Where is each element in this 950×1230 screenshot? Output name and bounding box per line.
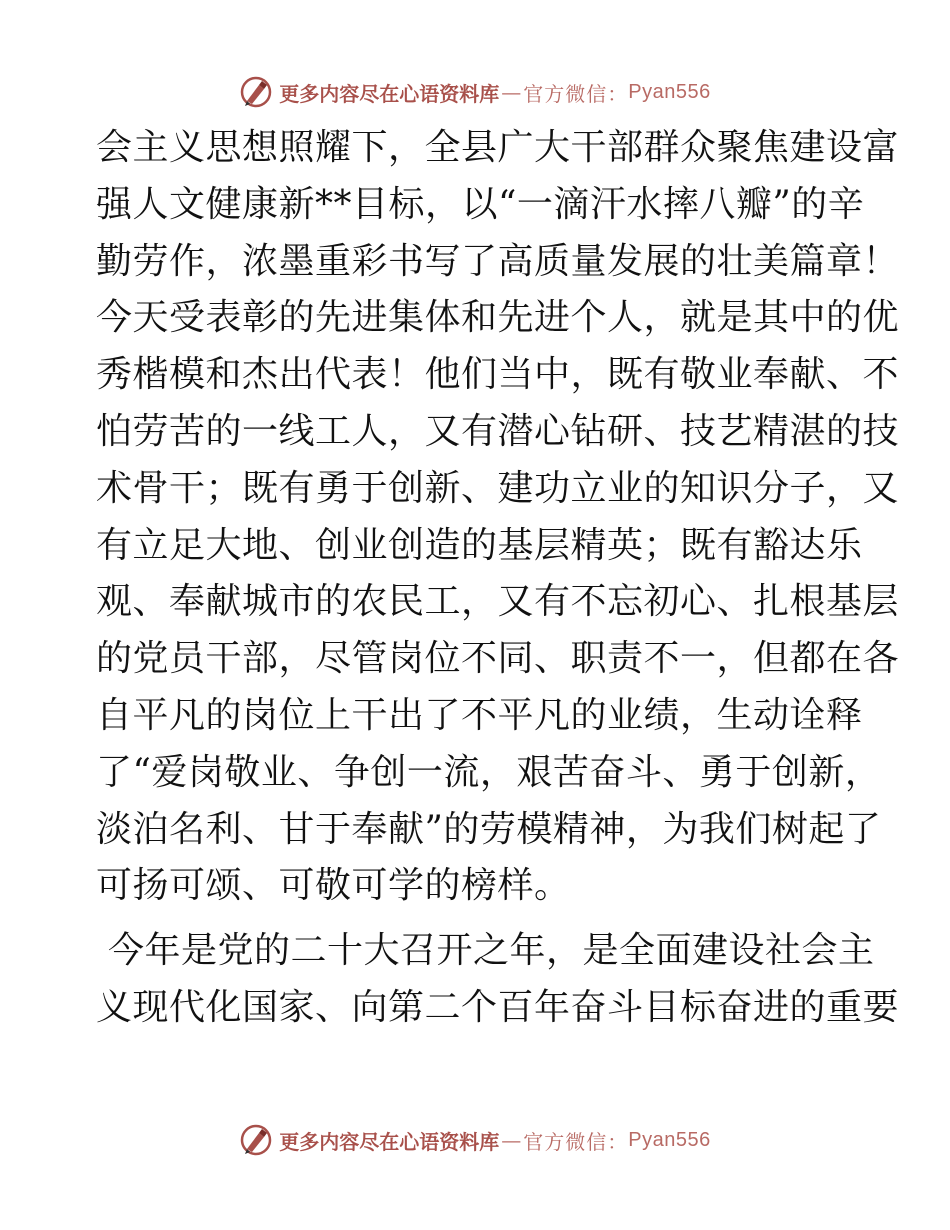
text-line: 可扬可颂、可敬可学的榜样。 [96, 865, 571, 907]
watermark-sub-text: 官方微信： [523, 1129, 629, 1154]
paragraph-2 [96, 923, 900, 1037]
pen-logo-icon [239, 75, 273, 109]
text-line: 勤劳作，浓墨重彩书写了高质量发展的壮美篇章！ [96, 240, 900, 282]
text-line: 强人文健康新**目标，以“一滴汗水摔八瓣”的辛 [96, 183, 865, 225]
text-line: 有立足大地、创业创造的基层精英；既有豁达乐 [96, 524, 863, 566]
pen-logo-icon [239, 1123, 273, 1157]
watermark-dash: — [501, 80, 522, 104]
watermark-main-text: 更多内容尽在心语资料库 [279, 81, 500, 106]
text-line: 会主义思想照耀下，全县广大干部群众聚焦建设富 [96, 127, 900, 168]
watermark-sub-text: 官方微信： [523, 81, 629, 106]
text-line: 观、奉献城市的农民工，又有不忘初心、扎根基层 [96, 581, 900, 623]
paragraph-1 [96, 120, 900, 915]
document-body [96, 120, 900, 1037]
watermark-main-text: 更多内容尽在心语资料库 [279, 1129, 500, 1154]
text-line: 了“爱岗敬业、争创一流，艰苦奋斗、勇于创新， [96, 751, 882, 793]
text-line: 的党员干部，尽管岗位不同、职责不一，但都在各 [96, 638, 900, 680]
watermark-dash: — [501, 1128, 522, 1152]
watermark-wechat-id: Pyan556 [628, 80, 711, 103]
text-line: 术骨干；既有勇于创新、建功立业的知识分子，又 [96, 467, 900, 509]
text-line: 义现代化国家、向第二个百年奋斗目标奋进的重要 [96, 986, 900, 1028]
text-line: 今天受表彰的先进集体和先进个人，就是其中的优 [96, 297, 900, 339]
header-watermark [0, 72, 950, 112]
text-line: 秀楷模和杰出代表！他们当中，既有敬业奉献、不 [96, 354, 900, 396]
text-line: 怕劳苦的一线工人，又有潜心钻研、技艺精湛的技 [96, 410, 900, 452]
text-line: 自平凡的岗位上干出了不平凡的业绩，生动诠释 [96, 694, 863, 736]
watermark-wechat-id: Pyan556 [628, 1128, 711, 1151]
footer-watermark [0, 1120, 950, 1160]
text-line: 淡泊名利、甘于奉献”的劳模精神，为我们树起了 [96, 808, 882, 850]
text-line: 今年是党的二十大召开之年，是全面建设社会主 [96, 930, 875, 972]
paragraph-spacer [96, 915, 856, 923]
